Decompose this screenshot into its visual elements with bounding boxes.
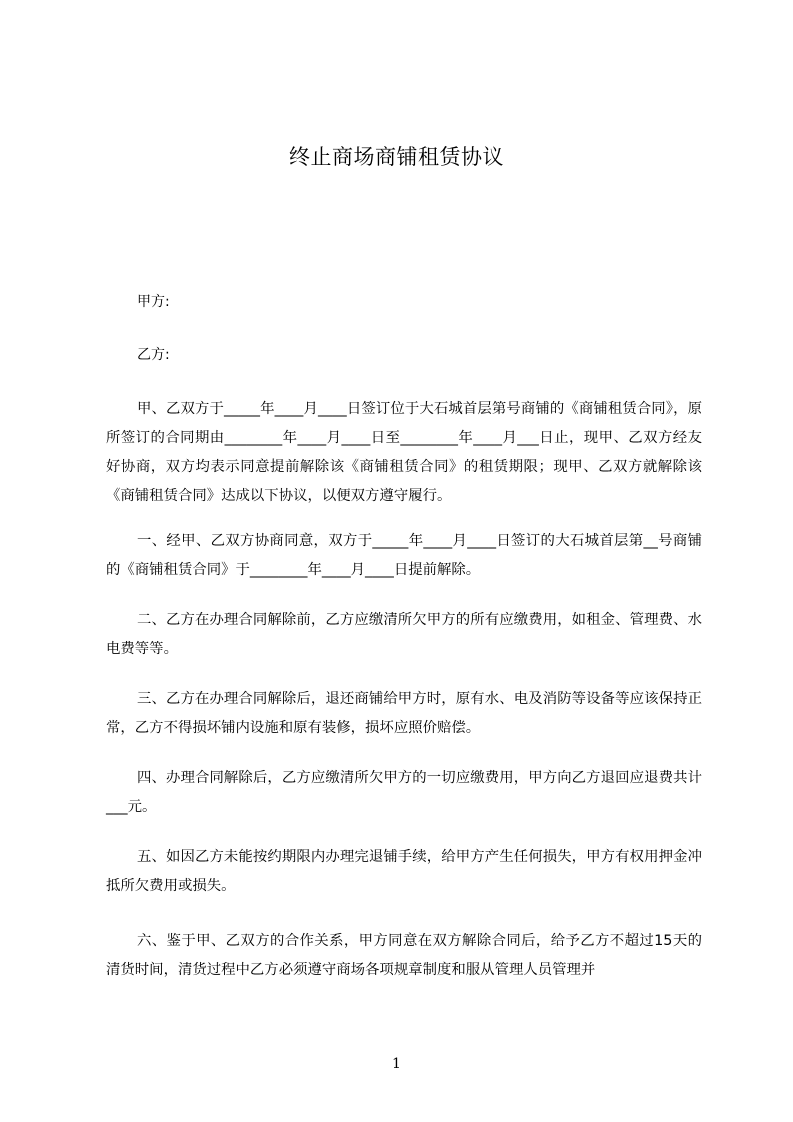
paragraph-intro: 甲、乙双方于_____年____月____日签订位于大石城首层第号商铺的《商铺租赁合同》，原所签订的合同期由________年____月____日至________年____月___日止，现甲、乙双方经友好协商，双方均表示同意提前解除该《商铺租赁合同》的租赁期限；现甲、乙双方就解除该《商铺租赁合同》达成以下协议，以便双方遵守履行。 bbox=[106, 401, 702, 504]
paragraph-clause-2: 二、乙方在办理合同解除前，乙方应缴清所欠甲方的所有应缴费用，如租金、管理费、水电费等等。 bbox=[106, 612, 702, 657]
paragraph-clause-6: 六、鉴于甲、乙双方的合作关系，甲方同意在双方解除合同后，给予乙方不超过15天的清货时间，清货过程中乙方必须遵守商场各项规章制度和服从管理人员管理并 bbox=[106, 933, 702, 978]
paragraph-clause-3: 三、乙方在办理合同解除后，退还商铺给甲方时，原有水、电及消防等设备等应该保持正常，乙方不得损坏铺内设施和原有装修，损坏应照价赔偿。 bbox=[106, 691, 702, 736]
paragraph-clause-4: 四、办理合同解除后，乙方应缴清所欠甲方的一切应缴费用，甲方向乙方退回应退费共计___元。 bbox=[106, 770, 702, 815]
party-a-label: 甲方: bbox=[137, 294, 170, 310]
document-title: 终止商场商铺租赁协议 bbox=[289, 145, 504, 169]
party-b-label: 乙方: bbox=[137, 347, 170, 363]
page-number: 1 bbox=[392, 1056, 401, 1072]
paragraph-clause-5: 五、如因乙方未能按约期限内办理完退铺手续，给甲方产生任何损失，甲方有权用押金冲抵所欠费用或损失。 bbox=[106, 849, 702, 894]
paragraph-clause-1: 一、经甲、乙双方协商同意，双方于_____年____月____日签订的大石城首层第__号商铺的《商铺租赁合同》于________年____月____日提前解除。 bbox=[106, 533, 702, 578]
